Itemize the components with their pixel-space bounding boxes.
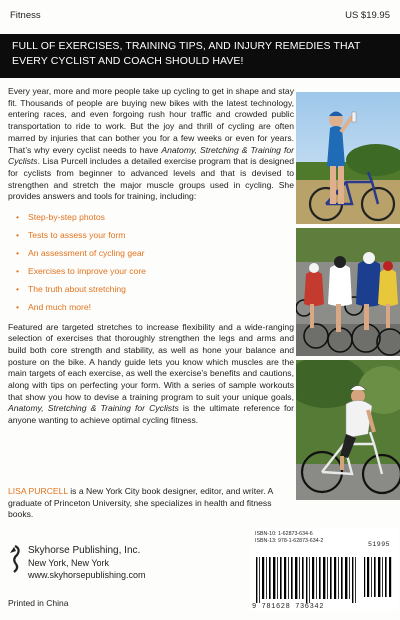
description-paragraph-1 [8,86,294,203]
author-name: LISA PURCELL [8,486,68,496]
list-item: • An assessment of cycling gear [16,248,294,259]
isbn-13: ISBN-13: 978-1-62873-634-2 [255,538,324,544]
top-bar [0,0,400,34]
road-race-photo [296,228,400,356]
headline-text: FULL OF EXERCISES, TRAINING TIPS, AND INJURY REMEDIES THAT EVERY CYCLIST AND COACH SHOULD HAVE! [12,40,361,67]
list-item: • And much more! [16,302,294,313]
publisher-name: Skyhorse Publishing, Inc. [28,545,141,556]
solo-cyclist-photo [296,360,400,500]
author-bio [8,486,294,521]
barcode-digits: 9 781628 736342 [252,603,325,611]
text-run: Featured are targeted stretches to increase flexibility and a wide-ranging selection of exercises that thoroughly strengthen the legs and arms and build both core strength and stability, as well as hone your balance and posture on the bike. A handy guide lets you know which muscles are the main targets of each exercise, as well the exercise’s benefits and cautions, along with tips on perfecting your form. With a series of sample workouts that show you how to devise a training program to suit your unique goals, [8,321,294,402]
list-item: • Step-by-step photos [16,212,294,223]
price-label: US $19.95 [345,10,390,21]
description-paragraph-2 [8,322,294,427]
skyhorse-logo-icon [8,545,22,573]
list-item: • The truth about stretching [16,284,294,295]
category-label: Fitness [10,10,41,21]
printed-in: Printed in China [8,598,69,608]
price-code: 51995 [368,541,391,548]
list-item: • Tests to assess your form [16,230,294,241]
book-title: Anatomy, Stretching & Training for Cyclists [8,403,179,414]
publisher-city: New York, New York [28,558,110,568]
publisher-block [8,545,208,585]
isbn-barcode-block [250,527,398,611]
author-bio-text: is a New York City book designer, editor, and writer. A graduate of Princeton University, she specializes in health and fitness books. [8,486,273,520]
text-run: . Lisa Purcell includes a detailed exercise program that is designed for cyclists from beginner to advanced levels and that is devised to strengthen and stretch the major muscle groups used in cycling. She provides answers and tools for training, including: [8,156,294,202]
list-item: • Exercises to improve your core [16,266,294,277]
publisher-url: www.skyhorsepublishing.com [28,570,146,580]
text-run: Every year, more and more people take up cycling to get in shape and stay fit. Thousands of people are buying new bikes with the latest technology, entering races, and even forgoing rush hour traffic and crowded public transportation to ride to work. But the joy and thrill of cycling are often marred by injuries that can bother you for a few weeks or even for years. That’s why every cyclist needs to have [8,86,294,155]
feature-list [16,212,294,313]
ean-barcode-icon [250,557,398,603]
book-title: Anatomy, Stretching & Training for Cyclists [8,144,294,167]
description [8,86,294,427]
cyclist-drinking-photo [296,92,400,224]
isbn-10: ISBN-10: 1-62873-634-6 [255,531,313,537]
text-run: is the ultimate reference for anyone wanting to achieve optimal cycling fitness. [8,403,294,426]
headline-banner [0,34,400,78]
